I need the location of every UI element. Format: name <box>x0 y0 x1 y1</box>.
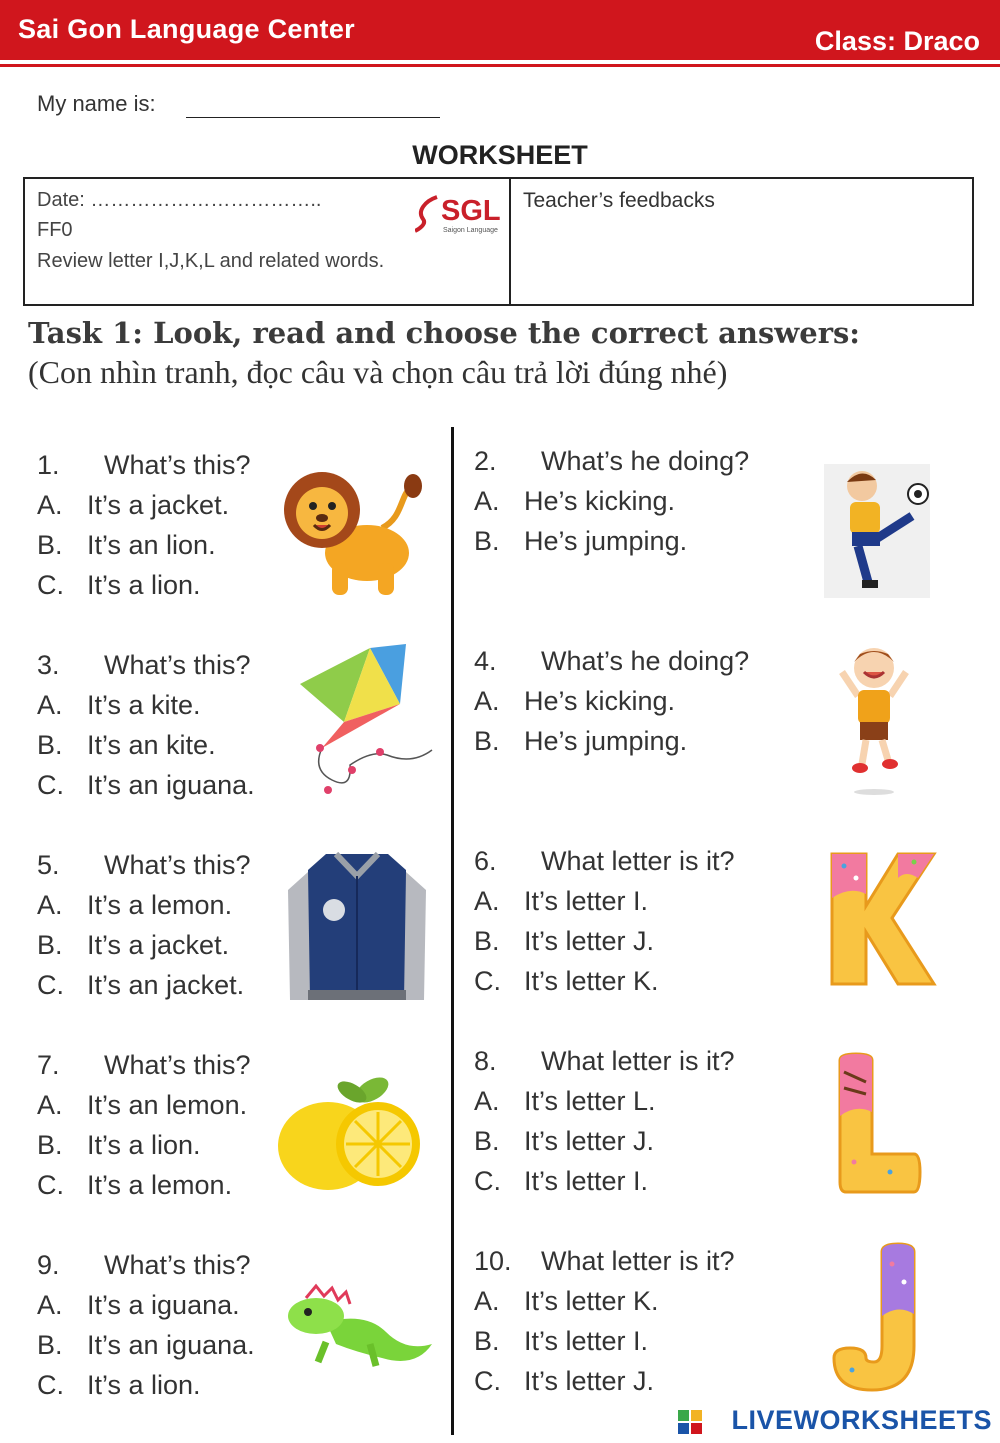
question-number: 4. <box>474 646 497 676</box>
option-text: It’s an lemon. <box>87 1090 248 1120</box>
option-text: He’s jumping. <box>524 726 688 756</box>
option-letter: A. <box>37 690 63 720</box>
question-text: What’s this? <box>104 850 251 880</box>
option-letter: A. <box>474 886 500 916</box>
option-letter: B. <box>37 930 63 960</box>
option-text: It’s a jacket. <box>87 490 230 520</box>
boy-kicking-icon <box>824 464 930 598</box>
sgl-logo <box>415 193 509 237</box>
name-prompt: My name is: <box>37 91 156 116</box>
option-letter: C. <box>474 1166 501 1196</box>
question-text: What’s this? <box>104 1250 251 1280</box>
question-number: 6. <box>474 846 497 876</box>
lesson-code: FF0 <box>37 219 73 241</box>
option-letter: C. <box>37 970 64 1000</box>
option-text: It’s letter J. <box>524 1366 655 1396</box>
lemon-icon <box>276 1070 424 1198</box>
option-letter: C. <box>37 1370 64 1400</box>
option-text: It’s letter I. <box>524 886 649 916</box>
option-letter: B. <box>37 530 63 560</box>
question-number: 2. <box>474 446 497 476</box>
option-text: He’s jumping. <box>524 526 688 556</box>
option-text: It’s a lemon. <box>87 1170 233 1200</box>
name-field[interactable] <box>186 117 440 118</box>
logo-text: SGL <box>441 195 501 227</box>
option-text: It’s an kite. <box>87 730 216 760</box>
question-text: What’s this? <box>104 650 251 680</box>
info-divider <box>509 179 511 304</box>
header-bar <box>0 0 1000 60</box>
option-letter: B. <box>37 730 63 760</box>
option-letter: B. <box>474 726 500 756</box>
option-letter: A. <box>37 890 63 920</box>
option-letter: C. <box>37 1170 64 1200</box>
iguana-icon <box>286 1282 434 1374</box>
option-text: It’s a lemon. <box>87 890 233 920</box>
question-text: What letter is it? <box>541 1246 735 1276</box>
question-number: 8. <box>474 1046 497 1076</box>
option-text: It’s a lion. <box>87 1130 201 1160</box>
option-text: He’s kicking. <box>524 686 676 716</box>
option-letter: A. <box>37 1290 63 1320</box>
option-text: It’s letter K. <box>524 1286 659 1316</box>
option-text: It’s a jacket. <box>87 930 230 960</box>
column-divider <box>451 427 454 1435</box>
option-letter: B. <box>474 1326 500 1356</box>
task-title: Task 1: Look, read and choose the correct answers: <box>28 316 861 350</box>
jacket-icon <box>286 850 428 1008</box>
logo-subtext: Saigon Language <box>443 227 498 234</box>
review-topic: Review letter I,J,K,L and related words. <box>37 250 385 272</box>
question-text: What’s this? <box>104 1050 251 1080</box>
option-letter: A. <box>37 490 63 520</box>
option-letter: A. <box>474 486 500 516</box>
option-text: It’s a kite. <box>87 690 201 720</box>
option-text: It’s a lion. <box>87 1370 201 1400</box>
question-number: 10. <box>474 1246 512 1276</box>
option-text: It’s letter I. <box>524 1326 649 1356</box>
option-text: It’s an lion. <box>87 530 216 560</box>
question-text: What letter is it? <box>541 846 735 876</box>
class-label: Class: Draco <box>814 26 980 56</box>
question-number: 3. <box>37 650 60 680</box>
kite-icon <box>292 640 434 805</box>
option-text: It’s letter K. <box>524 966 659 996</box>
option-text: It’s letter J. <box>524 926 655 956</box>
option-letter: C. <box>474 966 501 996</box>
option-letter: B. <box>37 1130 63 1160</box>
question-number: 7. <box>37 1050 60 1080</box>
option-letter: B. <box>474 926 500 956</box>
sgl-swoosh-icon <box>415 193 441 233</box>
question-number: 9. <box>37 1250 60 1280</box>
option-letter: B. <box>474 1126 500 1156</box>
header-divider <box>0 64 1000 67</box>
option-letter: C. <box>37 570 64 600</box>
lion-icon <box>282 458 422 603</box>
option-text: It’s an iguana. <box>87 1330 255 1360</box>
option-letter: B. <box>474 526 500 556</box>
boy-jumping-icon <box>838 642 910 796</box>
question-number: 1. <box>37 450 60 480</box>
option-letter: C. <box>474 1366 501 1396</box>
option-letter: B. <box>37 1330 63 1360</box>
date-line: Date: …………………………….. <box>37 189 322 211</box>
liveworksheets-logo[interactable]: LIVEWORKSHEETS <box>731 1405 992 1435</box>
option-letter: C. <box>37 770 64 800</box>
question-number: 5. <box>37 850 60 880</box>
worksheet-title: WORKSHEET <box>412 140 588 170</box>
center-name: Sai Gon Language Center <box>18 14 355 44</box>
letter-k-icon <box>826 846 938 990</box>
teacher-feedback-label: Teacher’s feedbacks <box>523 189 715 212</box>
option-letter: A. <box>474 686 500 716</box>
option-text: It’s an jacket. <box>87 970 245 1000</box>
letter-j-icon <box>832 1242 920 1394</box>
option-letter: A. <box>37 1090 63 1120</box>
option-letter: A. <box>474 1086 500 1116</box>
option-text: It’s an iguana. <box>87 770 255 800</box>
info-box <box>23 177 974 306</box>
option-text: It’s letter L. <box>524 1086 656 1116</box>
task-subtitle: (Con nhìn tranh, đọc câu và chọn câu trả lời đúng nhé) <box>28 354 728 390</box>
option-letter: A. <box>474 1286 500 1316</box>
question-text: What’s he doing? <box>541 446 750 476</box>
option-text: He’s kicking. <box>524 486 676 516</box>
question-text: What’s he doing? <box>541 646 750 676</box>
option-text: It’s letter I. <box>524 1166 649 1196</box>
letter-l-icon <box>834 1052 924 1200</box>
option-text: It’s letter J. <box>524 1126 655 1156</box>
question-text: What letter is it? <box>541 1046 735 1076</box>
option-text: It’s a lion. <box>87 570 201 600</box>
question-text: What’s this? <box>104 450 251 480</box>
liveworksheets-icon <box>678 1410 702 1434</box>
option-text: It’s a iguana. <box>87 1290 240 1320</box>
